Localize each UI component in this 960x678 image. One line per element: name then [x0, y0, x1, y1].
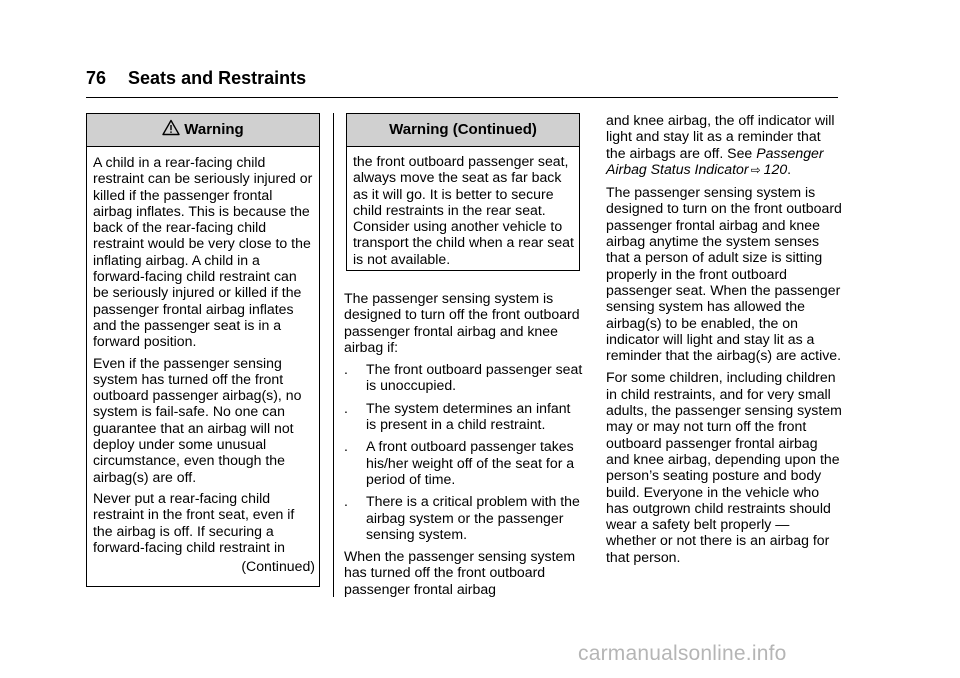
continued-label: (Continued) [241, 558, 315, 575]
warning-continued-header: Warning (Continued) [347, 114, 579, 147]
text-column-3 [606, 112, 842, 571]
bullet-item [344, 438, 584, 487]
warning-continued-box [346, 113, 580, 271]
warning-paragraph: Never put a rear-facing child restraint in the front seat, even if the airbag is off. If securing a forward-facing child restraint in [93, 489, 295, 555]
bullet-marker: . [344, 399, 348, 416]
watermark: carmanualsonline.info [578, 642, 787, 665]
bullet-item [344, 400, 584, 433]
paragraph-children: For some children, including children in child restraints, and for very small adults, the passenger sensing system may or may not turn off the front outboard passenger frontal airbag and knee airbag, depending upon the person’s seating posture and body build. Everyone in the vehicle who has outgrown child restraints should wear a safety belt properly — whether or not there is an airbag for that person. [606, 369, 842, 565]
paragraph-turn-on: The passenger sensing system is designed to turn on the front outboard passenger frontal airbag and knee airbag anytime the system senses that a person of adult size is sitting properly in the front outboard passenger seat. When the passenger sensing system has allowed the airbag(s) to be enabled, the on indicator will light and stay lit as a reminder that the airbag(s) are active. [606, 184, 842, 364]
intro-paragraph: The passenger sensing system is designed to turn off the front outboard passenger frontal airbag and knee airbag if: [344, 290, 580, 355]
bullet-marker: . [344, 493, 348, 510]
warning-paragraph: Even if the passenger sensing system has turned off the front outboard passenger airbag(s), no system is fail-safe. No one can guarantee that an airbag will not deploy under some unusual circumstance, even though the airbag(s) are off. [93, 354, 302, 485]
bullet-item [344, 361, 584, 394]
bullet-marker: . [344, 361, 348, 378]
warning-paragraph: A child in a rear-facing child restraint can be seriously injured or killed if the passenger frontal airbag inflates. This is because the back of the rear-facing child restraint would be very close to the inflating airbag. A child in a forward-facing child restraint can be seriously injured or killed if the passenger frontal airbag inflates and the passenger seat is in a forward position. [93, 154, 313, 350]
bullet-item [344, 493, 584, 542]
warning-box-title: Warning [184, 121, 244, 138]
page-reference-arrow-icon: ⇨ [750, 162, 761, 177]
warning-box-header [87, 114, 319, 147]
paragraph-text: and knee airbag, the off indicator will light and stay lit as a reminder that the airbags are off. See [606, 112, 835, 161]
cross-reference-title: Passenger Airbag Status Indicator [606, 144, 824, 177]
bullet-marker: . [344, 438, 348, 455]
warning-triangle-icon [162, 116, 180, 133]
text-column-2 [344, 290, 584, 603]
cross-reference-page: 120 [763, 160, 788, 177]
warning-continued-body [347, 147, 579, 267]
column-divider [333, 113, 334, 597]
bullet-text: The system determines an infant is present in a child restraint. [366, 399, 571, 433]
paragraph-off-indicator [606, 112, 842, 178]
section-title: Seats and Restraints [128, 68, 307, 88]
page-header [86, 68, 306, 89]
warning-box [86, 113, 320, 587]
warning-continued-text: the front outboard passenger seat, always move the seat as far back as it will go. It is better to secure child restraints in the rear seat. Consider using another vehicle to transport the child when a rear seat is not available. [353, 153, 574, 267]
paragraph-end: . [787, 160, 792, 177]
bullet-text: The front outboard passenger seat is unoccupied. [366, 361, 583, 394]
page-number: 76 [86, 68, 107, 88]
header-rule [86, 97, 838, 98]
bullet-text: There is a critical problem with the airbag system or the passenger sensing system. [366, 493, 580, 542]
closing-paragraph: When the passenger sensing system has turned off the front outboard passenger frontal airbag [344, 548, 576, 597]
warning-box-body [87, 147, 319, 574]
bullet-text: A front outboard passenger takes his/her weight off of the seat for a period of time. [366, 438, 575, 487]
